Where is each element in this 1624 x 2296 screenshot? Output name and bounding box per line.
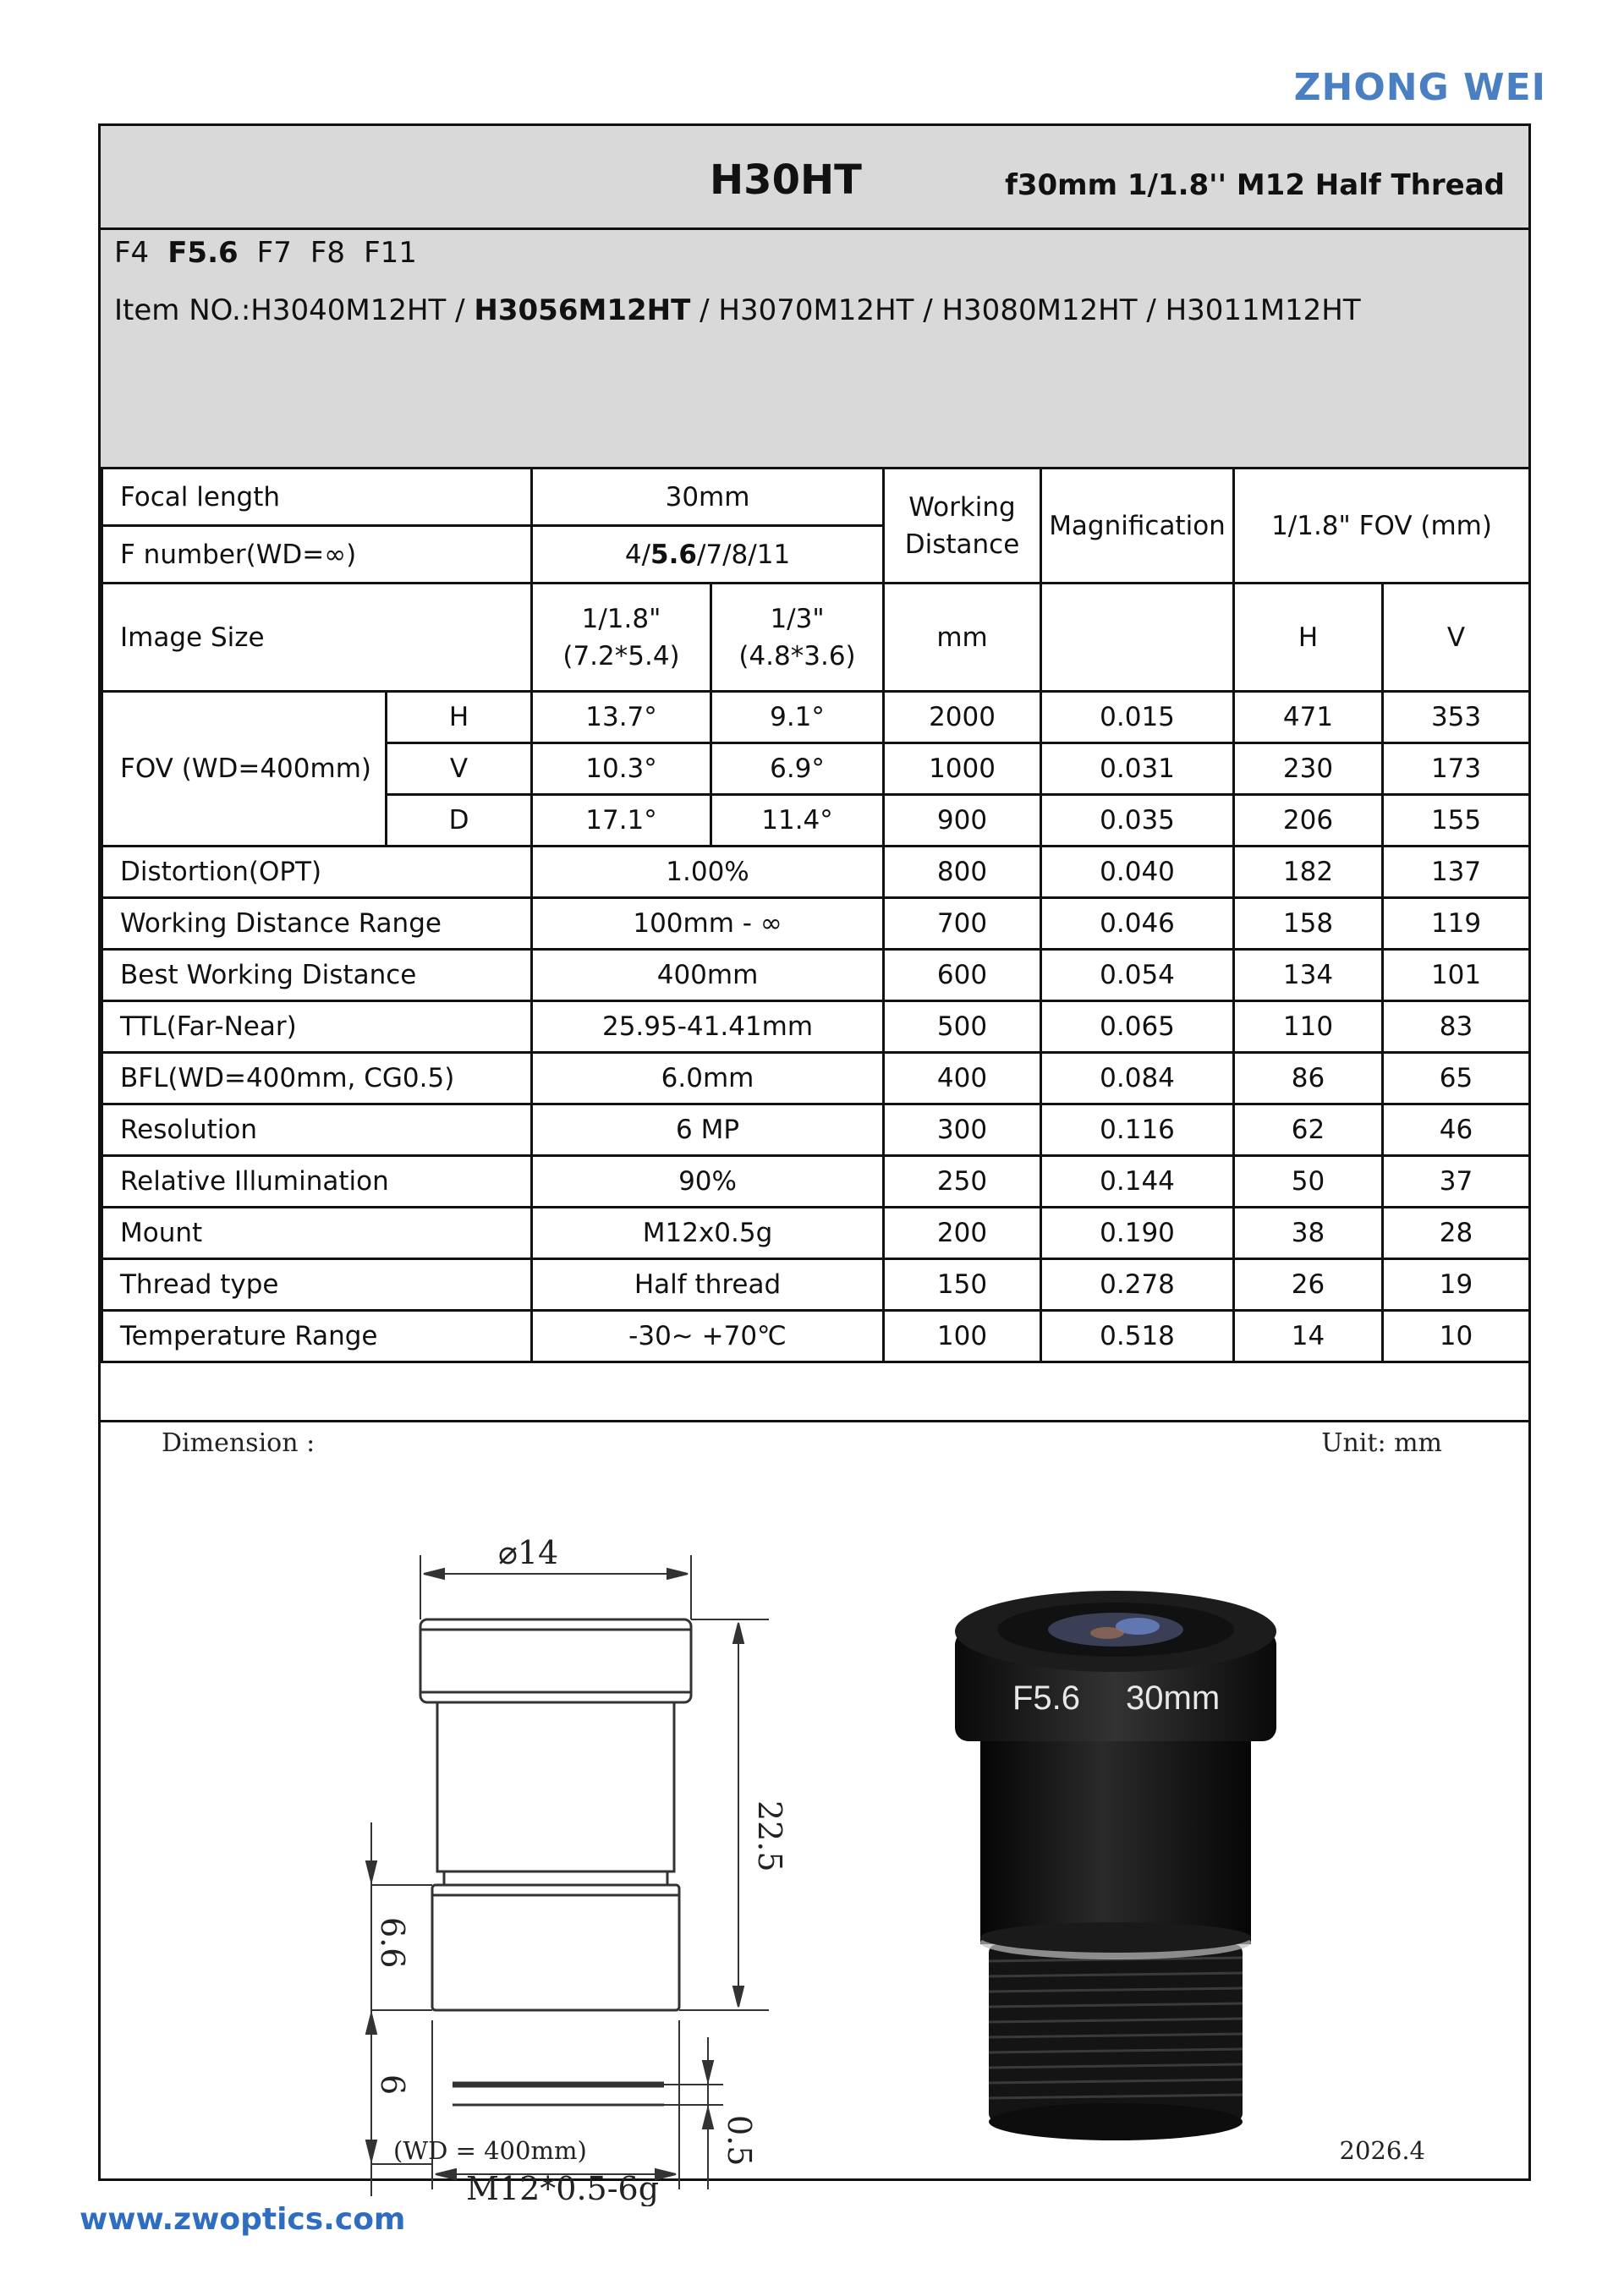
table-row: [102, 1259, 1530, 1311]
lens-photo: [946, 1581, 1302, 2156]
header-divider: [101, 227, 1528, 230]
wd-cell: 600: [884, 950, 1041, 1001]
wd-cell: 2000: [884, 692, 1041, 743]
fov-v-cell: 65: [1383, 1053, 1530, 1104]
mag-cell: 0.144: [1041, 1156, 1234, 1208]
mag-cell: 0.035: [1041, 795, 1234, 847]
item-separator: /: [914, 293, 942, 327]
fov-label: FOV (WD=400mm): [102, 692, 387, 847]
fnumber-part-bold: 5.6: [650, 539, 697, 570]
image-size-line: 1/3": [770, 603, 825, 634]
fov-v-cell: 46: [1383, 1104, 1530, 1156]
wd-cell: 200: [884, 1208, 1041, 1259]
image-size-label: Image Size: [102, 584, 532, 692]
mag-unit: [1041, 584, 1234, 692]
item-number: H3011M12HT: [1165, 293, 1361, 327]
table-row: [102, 1156, 1530, 1208]
fov-b: 6.9°: [711, 743, 884, 795]
wd-cell: 700: [884, 898, 1041, 950]
fov-b: 9.1°: [711, 692, 884, 743]
wd-unit: mm: [884, 584, 1041, 692]
spacer-row: [101, 1369, 1528, 1422]
table-row: [102, 692, 1530, 743]
param-label: Relative Illumination: [102, 1156, 532, 1208]
fov-a: 10.3°: [532, 743, 711, 795]
fov-v-cell: 83: [1383, 1001, 1530, 1053]
fov-axis: H: [387, 692, 532, 743]
fov-h-cell: 62: [1234, 1104, 1383, 1156]
fov-v-cell: 353: [1383, 692, 1530, 743]
wd-cell: 250: [884, 1156, 1041, 1208]
wd-cell: 100: [884, 1311, 1041, 1362]
revision-date: 2026.4: [1339, 2136, 1425, 2165]
fov-h-cell: 230: [1234, 743, 1383, 795]
fov-h-cell: 110: [1234, 1001, 1383, 1053]
param-label: Temperature Range: [102, 1311, 532, 1362]
fov-h-cell: 50: [1234, 1156, 1383, 1208]
diameter-label: ⌀14: [498, 1534, 559, 1571]
table-row: [102, 847, 1530, 898]
fov-h-cell: 134: [1234, 950, 1383, 1001]
fov-v-cell: 101: [1383, 950, 1530, 1001]
table-row: [102, 950, 1530, 1001]
param-value: -30~ +70℃: [532, 1311, 884, 1362]
fov-v-cell: 37: [1383, 1156, 1530, 1208]
wd-note: (WD = 400mm): [393, 2136, 587, 2165]
fnumber-label: F number(WD=∞): [102, 526, 532, 584]
item-separator: /: [690, 293, 719, 327]
item-number: H3080M12HT: [941, 293, 1138, 327]
fov-h-cell: 86: [1234, 1053, 1383, 1104]
param-label: Mount: [102, 1208, 532, 1259]
param-value: 1.00%: [532, 847, 884, 898]
fnumber-part: 4/: [624, 539, 651, 570]
spec-table: [101, 467, 1531, 1363]
fov-h-cell: 182: [1234, 847, 1383, 898]
wd-cell: 800: [884, 847, 1041, 898]
fnumber-value: [532, 526, 884, 584]
fnumber-item: F4: [114, 236, 150, 270]
item-number: H3070M12HT: [718, 293, 914, 327]
fov-v-cell: 173: [1383, 743, 1530, 795]
fov-h-cell: 158: [1234, 898, 1383, 950]
image-size-a: [532, 584, 711, 692]
fov-v-cell: 19: [1383, 1259, 1530, 1311]
item-separator: /: [1137, 293, 1166, 327]
wd-cell: 1000: [884, 743, 1041, 795]
mag-cell: 0.084: [1041, 1053, 1234, 1104]
wd-cell: 900: [884, 795, 1041, 847]
mag-cell: 0.046: [1041, 898, 1234, 950]
table-row: [102, 1104, 1530, 1156]
image-size-b: [711, 584, 884, 692]
fov-v-cell: 28: [1383, 1208, 1530, 1259]
fnumber-item: F11: [364, 236, 417, 270]
param-label: TTL(Far-Near): [102, 1001, 532, 1053]
item-number: H3040M12HT: [250, 293, 447, 327]
dimension-label: Dimension :: [162, 1428, 315, 1458]
length-label: 22.5: [751, 1800, 788, 1872]
fov-v-cell: 119: [1383, 898, 1530, 950]
fov-h-cell: 206: [1234, 795, 1383, 847]
thread-spec-label: M12*0.5-6g: [466, 2170, 660, 2206]
fov-header: 1/1.8" FOV (mm): [1234, 469, 1530, 584]
param-value: 25.95-41.41mm: [532, 1001, 884, 1053]
website-link[interactable]: www.zwoptics.com: [80, 2202, 406, 2237]
photo-focal: 30mm: [1126, 1680, 1221, 1717]
fov-v-cell: 10: [1383, 1311, 1530, 1362]
wd-cell: 150: [884, 1259, 1041, 1311]
fov-v-cell: 137: [1383, 847, 1530, 898]
param-value: 6.0mm: [532, 1053, 884, 1104]
fov-axis: D: [387, 795, 532, 847]
model-title: H30HT: [710, 156, 862, 204]
wd-header-line: Distance: [904, 529, 1020, 560]
image-size-line: 1/1.8": [581, 603, 661, 634]
param-value: 400mm: [532, 950, 884, 1001]
dimension-drawing: [244, 1513, 837, 2206]
param-label: Resolution: [102, 1104, 532, 1156]
param-label: Working Distance Range: [102, 898, 532, 950]
wd-cell: 500: [884, 1001, 1041, 1053]
photo-fnumber: F5.6: [1012, 1680, 1081, 1717]
item-number-selected: H3056M12HT: [474, 293, 691, 327]
item-separator: /: [446, 293, 475, 327]
mag-cell: 0.518: [1041, 1311, 1234, 1362]
mag-cell: 0.031: [1041, 743, 1234, 795]
table-row: [102, 1001, 1530, 1053]
model-subtitle: f30mm 1/1.8'' M12 Half Thread: [1005, 168, 1505, 202]
table-row: [102, 1311, 1530, 1362]
fov-v-header: V: [1383, 584, 1530, 692]
fnumber-item: F7: [256, 236, 292, 270]
datasheet-frame: [98, 123, 1531, 2206]
wd-header: [884, 469, 1041, 584]
brand-logo: ZHONG WEI: [1293, 66, 1546, 109]
param-label: Best Working Distance: [102, 950, 532, 1001]
fov-h-header: H: [1234, 584, 1383, 692]
fov-h-cell: 26: [1234, 1259, 1383, 1311]
focal-length-value: 30mm: [532, 469, 884, 526]
image-size-line: (4.8*3.6): [738, 640, 856, 671]
focal-length-label: Focal length: [102, 469, 532, 526]
table-row: [102, 1208, 1530, 1259]
table-row: [102, 584, 1530, 692]
mag-cell: 0.190: [1041, 1208, 1234, 1259]
fov-axis: V: [387, 743, 532, 795]
mag-cell: 0.116: [1041, 1104, 1234, 1156]
fov-a: 17.1°: [532, 795, 711, 847]
mag-cell: 0.278: [1041, 1259, 1234, 1311]
param-label: Distortion(OPT): [102, 847, 532, 898]
table-row: [102, 1053, 1530, 1104]
fnumber-part: /7/8/11: [696, 539, 791, 570]
wd-cell: 400: [884, 1053, 1041, 1104]
param-value: 6 MP: [532, 1104, 884, 1156]
mag-cell: 0.040: [1041, 847, 1234, 898]
table-row: [102, 469, 1530, 526]
fov-v-cell: 155: [1383, 795, 1530, 847]
param-value: 100mm - ∞: [532, 898, 884, 950]
param-value: M12x0.5g: [532, 1208, 884, 1259]
mag-cell: 0.015: [1041, 692, 1234, 743]
item-prefix: Item NO.:: [114, 293, 251, 327]
mag-cell: 0.065: [1041, 1001, 1234, 1053]
fov-h-cell: 38: [1234, 1208, 1383, 1259]
wd-cell: 300: [884, 1104, 1041, 1156]
image-size-line: (7.2*5.4): [562, 640, 680, 671]
flange-label: 0.5: [721, 2115, 758, 2167]
param-label: BFL(WD=400mm, CG0.5): [102, 1053, 532, 1104]
mag-header: Magnification: [1041, 469, 1234, 584]
fov-a: 13.7°: [532, 692, 711, 743]
param-label: Thread type: [102, 1259, 532, 1311]
param-value: Half thread: [532, 1259, 884, 1311]
fov-h-cell: 471: [1234, 692, 1383, 743]
header-panel: [101, 126, 1528, 467]
item-numbers: [114, 293, 1361, 327]
front-length-label: 6.6: [374, 1917, 411, 1969]
fnumber-list: [114, 236, 436, 270]
unit-label: Unit: mm: [1321, 1428, 1442, 1458]
thread-length-label: 6: [374, 2074, 411, 2096]
fnumber-item-selected: F5.6: [167, 236, 239, 270]
table-row: [102, 898, 1530, 950]
fnumber-item: F8: [310, 236, 346, 270]
wd-header-line: Working: [908, 491, 1016, 523]
fov-h-cell: 14: [1234, 1311, 1383, 1362]
mag-cell: 0.054: [1041, 950, 1234, 1001]
param-value: 90%: [532, 1156, 884, 1208]
fov-b: 11.4°: [711, 795, 884, 847]
